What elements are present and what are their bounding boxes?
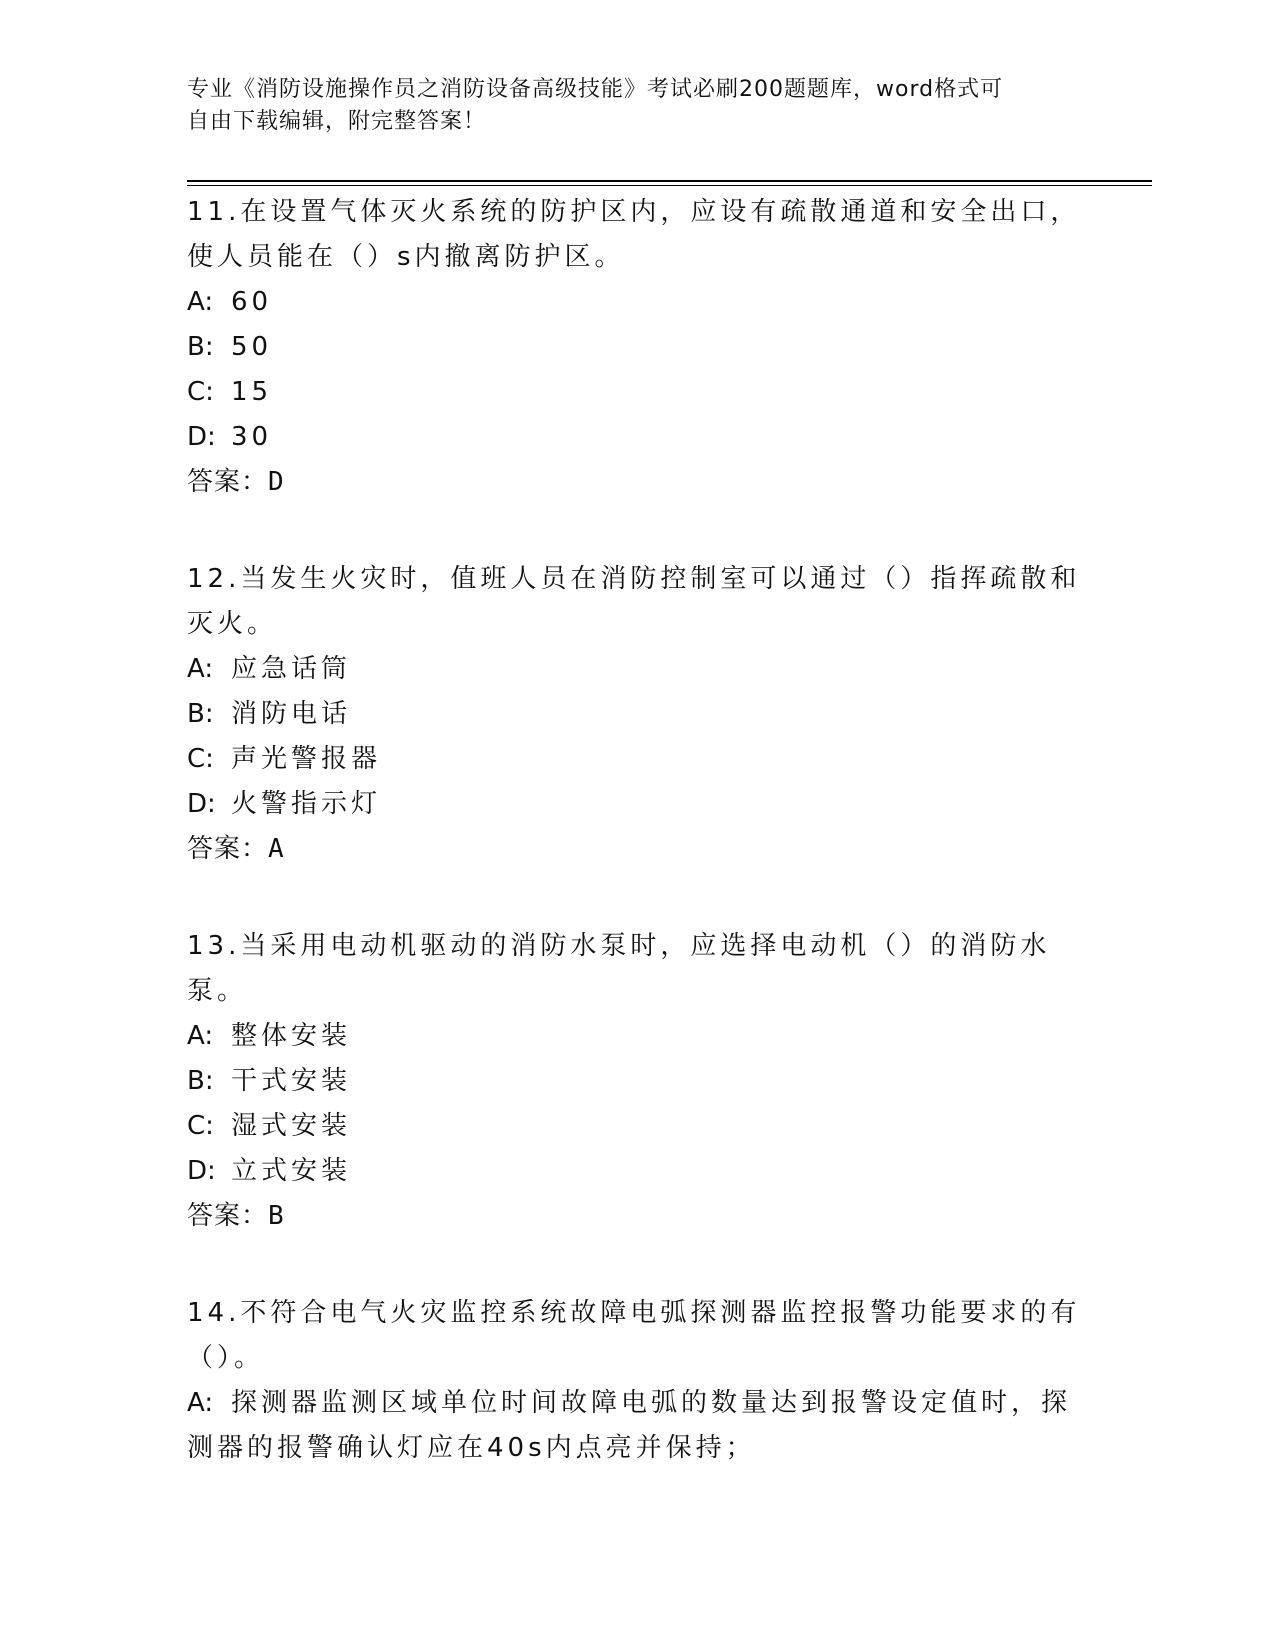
option-letter: B: [187, 699, 214, 729]
answer-line [187, 1194, 1087, 1239]
question-item [187, 1291, 1087, 1471]
option-letter: C: [187, 377, 214, 407]
question-item [187, 557, 1087, 872]
option-text: 湿式安装 [231, 1111, 352, 1141]
option-text: 火警指示灯 [231, 789, 382, 819]
answer-label: 答案： [187, 834, 269, 864]
header-divider-thin [187, 185, 1152, 186]
option-letter: C: [187, 744, 214, 774]
option-letter: D: [187, 1156, 216, 1186]
option-letter: A: [187, 1021, 214, 1051]
option-letter: A: [187, 287, 214, 317]
option-item [187, 647, 1087, 692]
option-text: 50 [231, 332, 273, 362]
option-item [187, 1381, 1087, 1471]
option-item [187, 1014, 1087, 1059]
option-letter: B: [187, 332, 214, 362]
question-stem: 14.不符合电气火灾监控系统故障电弧探测器监控报警功能要求的有（）。 [187, 1298, 1081, 1373]
question-item [187, 924, 1087, 1239]
question-stem: 11.在设置气体灭火系统的防护区内，应设有疏散通道和安全出口，使人员能在（）s内撤离防护区。 [187, 197, 1081, 272]
header-line-1: 专业《消防设施操作员之消防设备高级技能》考试必刷200题题库，word格式可 [187, 77, 1004, 102]
question-stem: 12.当发生火灾时，值班人员在消防控制室可以通过（）指挥疏散和灭火。 [187, 564, 1081, 639]
answer-value: D [268, 467, 285, 497]
answer-value: A [268, 834, 285, 864]
header-divider-thick [187, 180, 1152, 182]
option-letter: A: [187, 654, 214, 684]
option-item [187, 1149, 1087, 1194]
option-text: 立式安装 [231, 1156, 352, 1186]
option-item [187, 737, 1087, 782]
option-item [187, 692, 1087, 737]
option-text: 应急话筒 [231, 654, 352, 684]
option-item [187, 1059, 1087, 1104]
answer-line [187, 827, 1087, 872]
option-text: 整体安装 [231, 1021, 352, 1051]
question-stem: 13.当采用电动机驱动的消防水泵时，应选择电动机（）的消防水泵。 [187, 931, 1051, 1006]
option-text: 15 [231, 377, 273, 407]
option-text: 干式安装 [231, 1066, 352, 1096]
option-text: 60 [231, 287, 273, 317]
answer-label: 答案： [187, 467, 269, 497]
header-line-2: 自由下载编辑，附完整答案！ [187, 109, 487, 134]
option-item [187, 415, 1087, 460]
answer-line [187, 460, 1087, 505]
answer-value: B [268, 1201, 285, 1231]
option-text: 30 [231, 422, 273, 452]
option-text: 消防电话 [231, 699, 352, 729]
option-text: 探测器监测区域单位时间故障电弧的数量达到报警设定值时，探测器的报警确认灯应在40s内点亮并保持； [187, 1388, 1072, 1463]
option-letter: C: [187, 1111, 214, 1141]
option-letter: D: [187, 789, 216, 819]
option-item [187, 370, 1087, 415]
document-header [187, 74, 1087, 138]
option-letter: D: [187, 422, 216, 452]
option-letter: B: [187, 1066, 214, 1096]
option-item [187, 325, 1087, 370]
option-item [187, 782, 1087, 827]
option-item [187, 1104, 1087, 1149]
answer-label: 答案： [187, 1201, 269, 1231]
option-item [187, 280, 1087, 325]
option-text: 声光警报器 [231, 744, 382, 774]
question-list [187, 190, 1087, 1523]
question-item [187, 190, 1087, 505]
option-letter: A: [187, 1388, 214, 1418]
